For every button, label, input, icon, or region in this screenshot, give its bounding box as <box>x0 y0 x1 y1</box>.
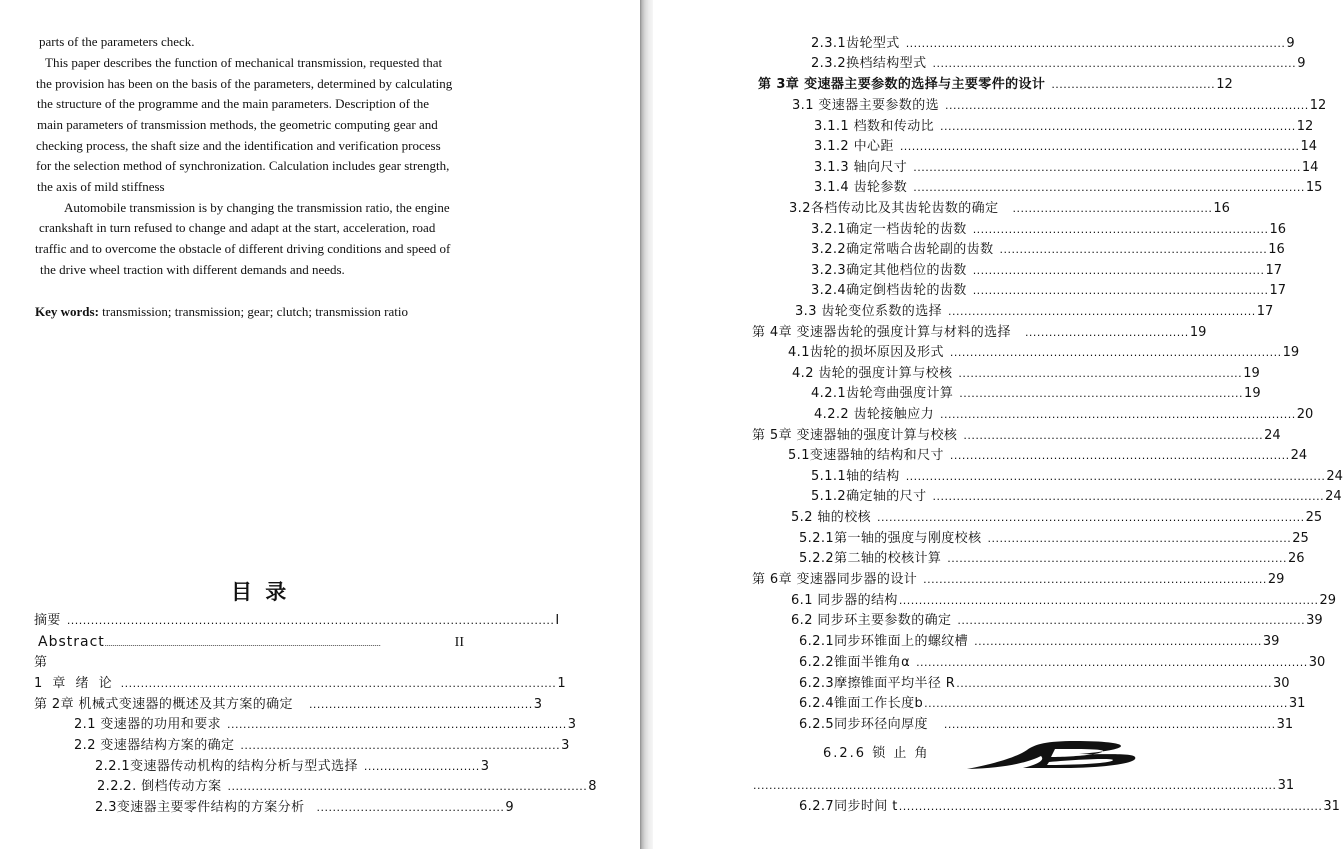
toc-page-number: 3 <box>533 697 543 712</box>
toc-entry-label: 3.2.4确定倒档齿轮的齿数 <box>811 283 967 298</box>
toc-entry-label: 6.2.4锥面工作长度b <box>799 696 924 711</box>
toc-dot-leader: ......................................................................................................... <box>905 470 1326 483</box>
toc-entry-label: 摘要 <box>34 613 61 628</box>
toc-page-number: 26 <box>1288 551 1305 566</box>
toc-entry[interactable] <box>799 550 1305 568</box>
toc-entry-label: 6.2 同步环主要参数的确定 <box>791 613 952 628</box>
toc-entry-label: 第 2章 机械式变速器的概述及其方案的确定 <box>34 697 293 712</box>
beta-symbol-icon <box>963 738 1143 772</box>
toc-entry-label: 3.3 齿轮变位系数的选择 <box>795 304 943 319</box>
toc-page-number: 31 <box>1276 717 1294 732</box>
toc-entry[interactable] <box>792 97 1327 115</box>
toc-page-number: 24 <box>1326 469 1343 484</box>
toc-dot-leader: ................................................................... <box>999 243 1268 256</box>
toc-dot-leader: ......................................................................................... <box>940 408 1296 421</box>
toc-entry-label: 1 章 绪 论 <box>34 676 115 691</box>
toc-entry-label: 4.2.2 齿轮接触应力 <box>814 407 935 422</box>
abstract-line: crankshaft in turn refused to change and adapt at the start, acceleration, road <box>39 220 436 235</box>
toc-page-number: 14 <box>1301 160 1319 175</box>
toc-entry[interactable] <box>814 118 1314 136</box>
toc-entry[interactable] <box>795 303 1274 321</box>
toc-entry[interactable] <box>811 262 1282 280</box>
toc-entry-label: 5.1.2确定轴的尺寸 <box>811 489 927 504</box>
toc-entry-label: 第 4章 变速器齿轮的强度计算与材料的选择 <box>752 325 1011 340</box>
toc-page-number: 39 <box>1306 613 1323 628</box>
toc-page-number: 17 <box>1256 304 1274 319</box>
toc-dot-leader: .................................................................................................... <box>899 140 1300 153</box>
toc-entry-label: 5.2 轴的校核 <box>791 510 872 525</box>
keywords-value: transmission; transmission; gear; clutch; transmission ratio <box>102 304 408 319</box>
toc-entry-label: 4.1齿轮的损坏原因及形式 <box>788 345 944 360</box>
toc-entry[interactable] <box>811 55 1306 73</box>
toc-page-number: 9 <box>1297 56 1306 71</box>
toc-entry-label: 3.2.3确定其他档位的齿数 <box>811 263 967 278</box>
toc-entry[interactable] <box>823 745 943 763</box>
toc-entry[interactable] <box>95 758 490 776</box>
toc-page-number: 31 <box>1277 778 1295 793</box>
toc-entry-label: 2.3.1齿轮型式 <box>811 36 900 51</box>
toc-entry[interactable] <box>758 76 1233 94</box>
toc-dot-leader: .................................................................................................. <box>916 656 1308 669</box>
abstract-line: Automobile transmission is by changing the transmission ratio, the engine <box>64 200 450 215</box>
toc-entry-label: 4.2.1齿轮弯曲强度计算 <box>811 386 954 401</box>
toc-dot-leader: ........................................................................................... <box>932 57 1297 70</box>
toc-entry-label: 3.1 变速器主要参数的选 <box>792 98 940 113</box>
abstract-line: the provision has been on the basis of the parameters, determined by calculating <box>36 76 453 91</box>
toc-dot-leader: ............................. <box>363 760 480 773</box>
toc-page-number: 29 <box>1319 593 1337 608</box>
keywords-label: Key words: <box>35 304 99 319</box>
toc-dot-leader: ........................................................................................... <box>924 697 1288 710</box>
toc-dot-leader: ..................................................................................... <box>949 449 1290 462</box>
toc-page-number: 1 <box>557 676 566 691</box>
toc-entry-label: 2.2.1变速器传动机构的结构分析与型式选择 <box>95 759 358 774</box>
toc-dot-leader: ......................................................................................... <box>940 120 1296 133</box>
toc-dot-leader: ............................................................................................................. <box>120 677 557 690</box>
toc-entry-label: 6.2.5同步环径向厚度 <box>799 717 928 732</box>
toc-page-number: 16 <box>1213 201 1230 216</box>
toc-page-number: 30 <box>1308 655 1326 670</box>
toc-page-number: 12 <box>1309 98 1327 113</box>
toc-entry[interactable] <box>814 159 1319 177</box>
toc-dot-leader: ......................................................................... <box>972 264 1265 277</box>
toc-entry[interactable] <box>791 509 1323 527</box>
toc-dot-leader: .................................................. <box>1012 202 1213 215</box>
toc-entry[interactable] <box>799 633 1280 651</box>
toc-page-number: 8 <box>588 779 597 794</box>
toc-entry[interactable] <box>752 427 1281 445</box>
abstract-line: This paper describes the function of mechanical transmission, requested that <box>45 55 443 70</box>
toc-page-number: II <box>454 635 464 650</box>
toc-entry-label: 6.1 同步器的结构 <box>791 593 898 608</box>
toc-entry[interactable] <box>752 571 1285 589</box>
toc-entry[interactable] <box>814 138 1318 156</box>
toc-entry[interactable] <box>811 282 1286 300</box>
toc-page-number: 25 <box>1292 531 1309 546</box>
toc-entry[interactable] <box>811 488 1342 506</box>
toc-dot-leader: .......................................................................................................................... <box>66 614 555 627</box>
toc-entry-label: 3.1.2 中心距 <box>814 139 894 154</box>
toc-entry-label: 第 6章 变速器同步器的设计 <box>752 572 918 587</box>
toc-entry[interactable] <box>811 468 1343 486</box>
toc-entry-label: 2.3变速器主要零件结构的方案分析 <box>95 800 305 815</box>
toc-entry-label: 3.2.1确定一档齿轮的齿数 <box>811 222 967 237</box>
toc-dot-leader: ................................................................................................. <box>913 161 1301 174</box>
toc-dot-leader: ...................................................................................... <box>923 573 1267 586</box>
toc-entry-label: 6.2.3摩擦锥面平均半径 R <box>799 676 956 691</box>
toc-entry-label: 3.2各档传动比及其齿轮齿数的确定 <box>789 201 999 216</box>
toc-entry-label: 第 <box>34 655 48 670</box>
toc-entry-label: Abstract <box>38 634 105 650</box>
toc-entry-label: 4.2 齿轮的强度计算与校核 <box>792 366 953 381</box>
toc-dot-leader: ........................................................................... <box>963 429 1264 442</box>
toc-entry[interactable] <box>799 695 1306 713</box>
toc-page-number: 19 <box>1244 386 1261 401</box>
toc-dot-leader: ................................................................................... <box>943 718 1276 731</box>
page-gutter <box>640 0 653 849</box>
toc-entry[interactable] <box>792 365 1260 383</box>
toc-page-number: 19 <box>1243 366 1260 381</box>
toc-entry-label: 6.2.1同步环锥面上的螺纹槽 <box>799 634 969 649</box>
abstract-line: for the selection method of synchronization. Calculation includes gear strength, <box>36 158 450 173</box>
toc-entry[interactable] <box>811 35 1295 53</box>
toc-entry[interactable] <box>74 716 577 734</box>
abstract-line: parts of the parameters check. <box>39 34 195 49</box>
toc-page-number: 25 <box>1305 510 1323 525</box>
toc-entry[interactable] <box>799 654 1326 672</box>
toc-page-number: 12 <box>1296 119 1314 134</box>
abstract-line: main parameters of transmission methods, the geometric computing gear and <box>37 117 438 132</box>
toc-entry[interactable] <box>799 530 1309 548</box>
toc-entry[interactable] <box>34 612 560 630</box>
abstract-line: the structure of the programme and the main parameters. Description of the <box>37 96 430 111</box>
toc-page-number: 24 <box>1264 428 1281 443</box>
toc-dot-leader: ................................................................................ <box>240 739 561 752</box>
toc-entry-label: 6.2.7同步时间 t <box>799 799 898 814</box>
toc-page-number: I <box>555 613 560 628</box>
toc-entry[interactable] <box>814 406 1314 424</box>
abstract-line: the drive wheel traction with different demands and needs. <box>40 262 345 277</box>
toc-page-number: 31 <box>1323 799 1340 814</box>
toc-entry[interactable] <box>811 241 1285 259</box>
toc-dot-leader: ............................................................................. <box>948 305 1256 318</box>
toc-entry-label: 2.1 变速器的功用和要求 <box>74 717 222 732</box>
toc-dot-leader: ........................................................................................... <box>945 99 1309 112</box>
toc-entry[interactable] <box>74 737 570 755</box>
toc-entry[interactable] <box>791 592 1337 610</box>
toc-page-number: 30 <box>1272 676 1290 691</box>
toc-entry-label: 第 5章 变速器轴的强度计算与校核 <box>752 428 958 443</box>
toc-entry-label: 第 3章 变速器主要参数的选择与主要零件的设计 <box>758 77 1046 92</box>
toc-dot-leader: ......................................... <box>1024 326 1189 339</box>
toc-entry[interactable] <box>811 221 1286 239</box>
toc-entry-label: 5.2.2第二轴的校核计算 <box>799 551 942 566</box>
toc-dot-leader: ....................................................................... <box>959 387 1244 400</box>
toc-page-number: 17 <box>1269 283 1286 298</box>
toc-dot-leader: ......................................................................................................... <box>898 594 1319 607</box>
toc-title: 目 录 <box>231 580 290 604</box>
toc-entry[interactable] <box>811 385 1261 403</box>
toc-entry[interactable] <box>38 633 464 651</box>
toc-page-number: 14 <box>1300 139 1318 154</box>
toc-dot-leader: ........................................................................ <box>974 635 1262 648</box>
toc-entry-label: 5.1变速器轴的结构和尺寸 <box>788 448 944 463</box>
toc-entry[interactable] <box>788 447 1308 465</box>
toc-page-number: 9 <box>505 800 514 815</box>
toc-page-number: 9 <box>1286 36 1295 51</box>
toc-dot-leader: ................................................................................................................................... <box>753 779 1277 792</box>
toc-page-number: 19 <box>1282 345 1300 360</box>
toc-entry-label: 3.1.3 轴向尺寸 <box>814 160 908 175</box>
toc-dot-leader: .................................................................................................. <box>932 490 1325 503</box>
toc-page-number: 31 <box>1288 696 1306 711</box>
toc-page-number: 3 <box>480 759 490 774</box>
toc-dot-leader: ......................................... <box>1051 78 1216 91</box>
toc-entry-label: 2.2 变速器结构方案的确定 <box>74 738 235 753</box>
toc-entry-label: 5.2.1第一轴的强度与刚度校核 <box>799 531 982 546</box>
toc-dot-leader: .......................................................................................................... <box>898 800 1323 813</box>
toc-dot-leader: .......................................................................... <box>972 284 1269 297</box>
toc-entry[interactable] <box>95 799 514 817</box>
toc-page-number: 15 <box>1305 180 1323 195</box>
toc-page-number: 3 <box>561 738 570 753</box>
toc-page-number: 24 <box>1325 489 1342 504</box>
toc-entry[interactable] <box>34 696 543 714</box>
toc-page-number: 39 <box>1262 634 1280 649</box>
left-document-page <box>0 0 640 849</box>
toc-dot-leader: ............................................................................ <box>987 532 1292 545</box>
toc-entry[interactable] <box>97 778 597 796</box>
toc-dot-leader: ................................................................................... <box>949 346 1282 359</box>
toc-page-number: 24 <box>1290 448 1308 463</box>
toc-entry[interactable] <box>789 200 1230 218</box>
toc-page-number: 20 <box>1296 407 1314 422</box>
toc-entry[interactable] <box>753 777 1295 795</box>
toc-entry-label: 3.1.1 档数和传动比 <box>814 119 935 134</box>
toc-entry[interactable] <box>788 344 1300 362</box>
abstract-line: checking process, the shaft size and the identification and verification process <box>36 138 441 153</box>
toc-page-number: 12 <box>1216 77 1233 92</box>
toc-entry <box>34 654 94 672</box>
toc-entry[interactable] <box>799 798 1340 816</box>
toc-entry-label: 6.2.6 锁 止 角 <box>823 746 930 761</box>
toc-entry[interactable] <box>814 179 1323 197</box>
toc-page-number: 16 <box>1269 222 1286 237</box>
toc-entry[interactable] <box>34 675 566 693</box>
toc-dot-leader: ............................................... <box>316 801 505 814</box>
toc-dot-leader: ....................................................................................... <box>957 614 1306 627</box>
toc-page-number: 29 <box>1267 572 1285 587</box>
toc-entry-label: 5.1.1轴的结构 <box>811 469 900 484</box>
toc-entry-label: 2.2.2. 倒档传动方案 <box>97 779 222 794</box>
toc-entry-label: 3.2.2确定常啮合齿轮副的齿数 <box>811 242 994 257</box>
toc-dot-leader: .......................................................................................................................................... <box>104 639 381 648</box>
right-document-page <box>653 0 1343 849</box>
toc-dot-leader: ..................................................................................... <box>947 552 1287 565</box>
toc-dot-leader: ....................................................................... <box>958 367 1243 380</box>
toc-dot-leader: ............................................................................................... <box>905 37 1286 50</box>
toc-entry-label: 6.2.2锥面半锥角α <box>799 655 911 670</box>
toc-page-number: 16 <box>1268 242 1285 257</box>
toc-dot-leader: ..................................................................................... <box>227 718 567 731</box>
toc-dot-leader: ........................................................ <box>308 698 533 711</box>
toc-dot-leader: ............................................................................... <box>956 677 1272 690</box>
toc-entry[interactable] <box>799 716 1294 734</box>
toc-dot-leader: .......................................................................... <box>972 223 1269 236</box>
toc-dot-leader: .................................................................................................. <box>913 181 1305 194</box>
toc-entry[interactable] <box>799 675 1290 693</box>
toc-dot-leader: .......................................................................................... <box>227 780 588 793</box>
abstract-line: the axis of mild stiffness <box>37 179 165 194</box>
toc-page-number: 3 <box>567 717 577 732</box>
toc-page-number: 19 <box>1189 325 1207 340</box>
keywords-line <box>35 302 408 323</box>
abstract-line: traffic and to overcome the obstacle of different driving conditions and speed of <box>35 241 451 256</box>
toc-entry-label: 3.1.4 齿轮参数 <box>814 180 908 195</box>
toc-dot-leader: ........................................................................................................... <box>877 511 1305 524</box>
toc-page-number: 17 <box>1265 263 1282 278</box>
toc-entry-label: 2.3.2换档结构型式 <box>811 56 927 71</box>
toc-entry[interactable] <box>752 324 1207 342</box>
toc-entry[interactable] <box>791 612 1323 630</box>
